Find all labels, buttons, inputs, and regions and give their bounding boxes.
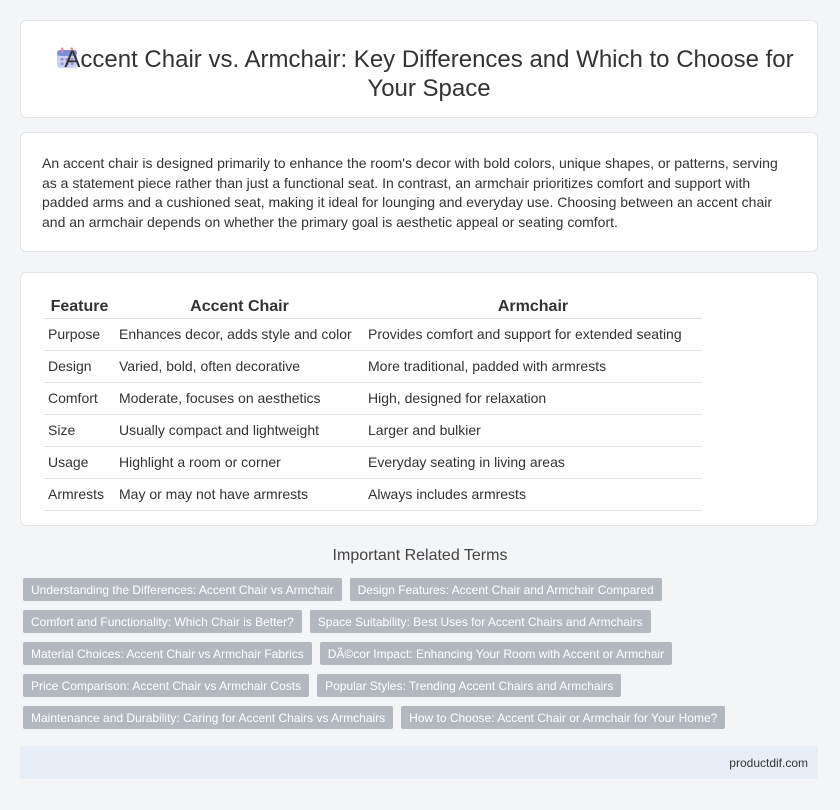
related-terms-row — [23, 706, 803, 729]
table-cell-feature: Armrests — [44, 479, 115, 511]
table-cell-feature: Size — [44, 415, 115, 447]
related-terms-row — [23, 674, 803, 697]
comparison-card — [20, 272, 818, 526]
table-header-row — [44, 295, 702, 319]
comparison-table — [44, 295, 702, 511]
table-cell-accent-chair: Varied, bold, often decorative — [115, 351, 364, 383]
footer-site-link[interactable]: productdif.com — [729, 756, 808, 770]
table-cell-armchair: High, designed for relaxation — [364, 383, 702, 415]
intro-paragraph: An accent chair is designed primarily to enhance the room's decor with bold colors, unique shapes, or patterns, serving as a statement piece rather than just a functional seat. In contrast, an armchair prioritizes comfort and support with padded arms and a cushioned seat, making it ideal for lounging and everyday use. Choosing between an accent chair and an armchair depends on whether the primary goal is aesthetic appeal or seating comfort. — [42, 155, 778, 230]
related-terms-row — [23, 642, 803, 665]
related-term-tag[interactable]: Space Suitability: Best Uses for Accent Chairs and Armchairs — [310, 610, 651, 633]
table-row — [44, 319, 702, 351]
table-cell-accent-chair: May or may not have armrests — [115, 479, 364, 511]
table-header-feature: Feature — [44, 295, 115, 319]
table-cell-armchair: Always includes armrests — [364, 479, 702, 511]
related-term-tag[interactable]: Maintenance and Durability: Caring for Accent Chairs vs Armchairs — [23, 706, 393, 729]
table-cell-armchair: More traditional, padded with armrests — [364, 351, 702, 383]
related-term-tag[interactable]: Comfort and Functionality: Which Chair is Better? — [23, 610, 302, 633]
table-cell-accent-chair: Enhances decor, adds style and color — [115, 319, 364, 351]
related-terms-row — [23, 578, 803, 601]
table-row — [44, 383, 702, 415]
table-cell-feature: Comfort — [44, 383, 115, 415]
table-cell-armchair: Provides comfort and support for extended seating — [364, 319, 702, 351]
table-cell-feature: Purpose — [44, 319, 115, 351]
table-cell-armchair: Everyday seating in living areas — [364, 447, 702, 479]
intro-card — [20, 132, 818, 252]
related-term-tag[interactable]: Price Comparison: Accent Chair vs Armchair Costs — [23, 674, 309, 697]
related-terms-row — [23, 610, 803, 633]
table-cell-accent-chair: Usually compact and lightweight — [115, 415, 364, 447]
table-cell-feature: Usage — [44, 447, 115, 479]
related-terms-title: Important Related Terms — [332, 547, 508, 564]
table-header-armchair: Armchair — [364, 295, 702, 319]
table-cell-accent-chair: Moderate, focuses on aesthetics — [115, 383, 364, 415]
table-row — [44, 447, 702, 479]
related-term-tag[interactable]: Material Choices: Accent Chair vs Armchair Fabrics — [23, 642, 312, 665]
page-title: Accent Chair vs. Armchair: Key Differences and Which to Choose for Your Space — [64, 46, 794, 102]
related-term-tag[interactable]: DÃ©cor Impact: Enhancing Your Room with Accent or Armchair — [320, 642, 672, 665]
related-term-tag[interactable]: Understanding the Differences: Accent Chair vs Armchair — [23, 578, 342, 601]
table-row — [44, 351, 702, 383]
header-card — [20, 20, 818, 118]
related-term-tag[interactable]: How to Choose: Accent Chair or Armchair for Your Home? — [401, 706, 725, 729]
table-cell-feature: Design — [44, 351, 115, 383]
table-row — [44, 415, 702, 447]
footer — [20, 746, 818, 779]
related-terms-list — [23, 578, 803, 738]
related-term-tag[interactable]: Popular Styles: Trending Accent Chairs and Armchairs — [317, 674, 621, 697]
related-term-tag[interactable]: Design Features: Accent Chair and Armchair Compared — [350, 578, 662, 601]
table-header-accent-chair: Accent Chair — [115, 295, 364, 319]
table-row — [44, 479, 702, 511]
table-cell-armchair: Larger and bulkier — [364, 415, 702, 447]
table-cell-accent-chair: Highlight a room or corner — [115, 447, 364, 479]
